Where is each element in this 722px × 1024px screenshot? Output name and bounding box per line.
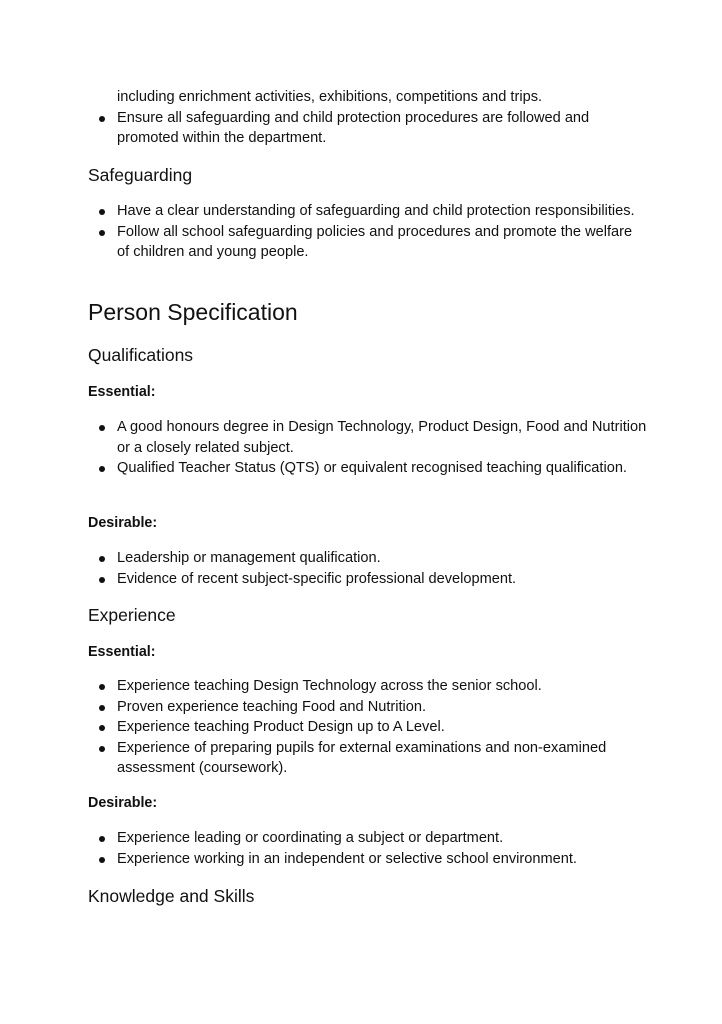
section-heading-safeguarding: Safeguarding [88, 165, 193, 185]
list-item: Qualified Teacher Status (QTS) or equivalent recognised teaching qualification. [88, 458, 648, 479]
desirable-label: Desirable: [88, 515, 158, 531]
bullet-icon [99, 684, 105, 690]
bullet-icon [99, 230, 105, 236]
safeguarding-list [88, 201, 648, 263]
list-item: Experience leading or coordinating a subject or department. [88, 828, 648, 849]
essential-label: Essential: [88, 644, 156, 660]
list-item: including enrichment activities, exhibitions, competitions and trips. [117, 89, 543, 105]
list-item: Experience teaching Design Technology across the senior school. [88, 676, 648, 697]
list-item: Evidence of recent subject-specific professional development. [88, 569, 648, 590]
list-item: Have a clear understanding of safeguarding and child protection responsibilities. [88, 201, 648, 222]
bullet-icon [99, 857, 105, 863]
experience-desirable-list [88, 828, 648, 869]
list-item: Experience working in an independent or selective school environment. [88, 849, 648, 870]
bullet-icon [99, 577, 105, 583]
subsection-heading-knowledge-skills: Knowledge and Skills [88, 886, 255, 906]
essential-label: Essential: [88, 384, 156, 400]
bullet-icon [99, 116, 105, 122]
bullet-icon [99, 725, 105, 731]
qualifications-essential-list [88, 417, 648, 479]
bullet-icon [99, 836, 105, 842]
list-item: Proven experience teaching Food and Nutrition. [88, 697, 648, 718]
list-item: Ensure all safeguarding and child protection procedures are followed and promoted within the department. [88, 108, 648, 149]
subsection-heading-qualifications: Qualifications [88, 345, 194, 365]
list-item: Follow all school safeguarding policies and procedures and promote the welfare of children and young people. [88, 222, 648, 263]
list-item: Experience of preparing pupils for external examinations and non-examined assessment (coursework). [88, 738, 648, 779]
qualifications-desirable-list [88, 548, 648, 589]
subsection-heading-experience: Experience [88, 605, 176, 625]
bullet-icon [99, 746, 105, 752]
bullet-icon [99, 466, 105, 472]
responsibilities-list-continued [88, 87, 648, 149]
list-item: Experience teaching Product Design up to A Level. [88, 717, 648, 738]
bullet-icon [99, 425, 105, 431]
section-heading-person-specification: Person Specification [88, 299, 298, 325]
bullet-icon [99, 556, 105, 562]
list-item: Leadership or management qualification. [88, 548, 648, 569]
bullet-icon [99, 209, 105, 215]
list-item: A good honours degree in Design Technology, Product Design, Food and Nutrition or a closely related subject. [88, 417, 648, 458]
desirable-label: Desirable: [88, 795, 158, 811]
experience-essential-list [88, 676, 648, 779]
bullet-icon [99, 705, 105, 711]
